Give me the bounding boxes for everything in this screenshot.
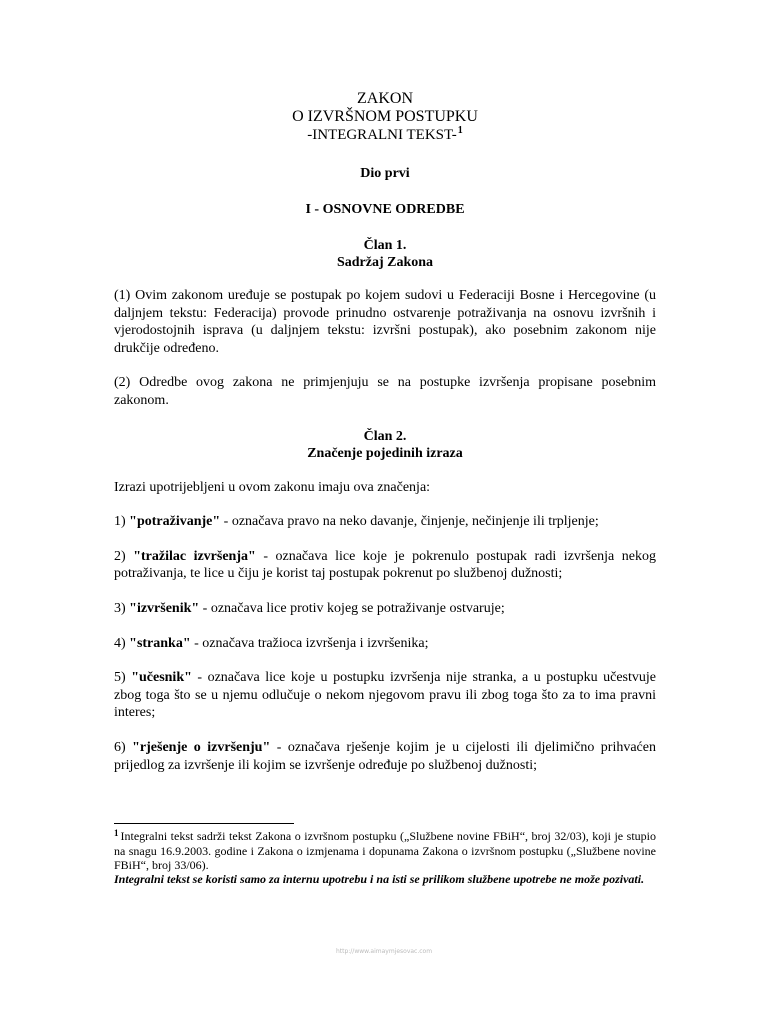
- watermark-url: http://www.aimaymjesovac.com: [335, 948, 433, 955]
- defined-term: "stranka": [129, 635, 191, 651]
- footnote-divider: [114, 823, 294, 824]
- article1-paragraph-2: (2) Odredbe ovog zakona ne primjenjuju se na postupke izvršenja propisane posebnim zakonom.: [114, 375, 656, 408]
- integral-text: -INTEGRALNI TEKST-: [307, 127, 457, 143]
- article1-paragraph-1: (1) Ovim zakonom uređuje se postupak po kojem sudovi u Federaciji Bosne i Hercegovine (u daljnjem tekstu: Federacija) provode prinudno ostvarenje potraživanja na osnovu izvršnih i vjerodostojnih isprava (u daljnjem tekstu: izvršni postupak), ako posebnim zakonom nije drukčije određeno.: [114, 288, 656, 356]
- defined-term: "izvršenik": [129, 600, 200, 616]
- list-item: 3) "izvršenik" - označava lice protiv kojeg se potraživanje ostvaruje;: [114, 600, 505, 616]
- list-item: 1) "potraživanje" - označava pravo na neko davanje, činjenje, nečinjenje ili trpljenje;: [114, 514, 599, 530]
- defined-term: "tražilac izvršenja": [133, 548, 256, 564]
- article2-title: Značenje pojedinih izraza: [307, 445, 463, 461]
- article1-number: Član 1.: [363, 238, 407, 253]
- article2-number: Član 2.: [363, 428, 407, 444]
- list-item: 6) "rješenje o izvršenju" - označava rješenje kojim je u cijelosti ili djelimično prihvaćen prijedlog za izvršenje ili kojim se izvršenje određuje po službenoj dužnosti;: [114, 739, 656, 773]
- article2-intro: Izrazi upotrijebljeni u ovom zakonu imaju ova značenja:: [114, 479, 431, 495]
- footnote-text: Integralni tekst sadrži tekst Zakona o izvršnom postupku („Službene novine FBiH“, broj 32/03), koji je stupio na snagu 16.9.2003. godine i Zakona o izmjenama i dopunama Zakona o izvršnom postupku („Službene novine FBiH“, broj 33/06).: [114, 829, 656, 872]
- footnote-note: Integralni tekst se koristi samo za internu upotrebu i na isti se prilikom službene upotrebe ne može pozivati.: [114, 872, 645, 886]
- footnote-reference[interactable]: 1: [457, 125, 463, 136]
- defined-term: "učesnik": [131, 670, 192, 686]
- list-item: 2) "tražilac izvršenja" - označava lice koje je pokrenulo postupak radi izvršenja nekog potraživanja, te lice u čiju je korist taj postupak pokrenut po službenoj dužnosti;: [114, 548, 657, 582]
- law-title: ZAKON: [357, 90, 413, 107]
- list-item: 4) "stranka" - označava tražioca izvršenja i izvršenika;: [114, 635, 429, 651]
- article1-title: Sadržaj Zakona: [336, 255, 434, 270]
- footnote: [114, 829, 656, 886]
- defined-term: "rješenje o izvršenju": [132, 739, 271, 755]
- definitions-list: [114, 496, 656, 774]
- list-item: 5) "učesnik" - označava lice koje u postupku izvršenja nije stranka, a u postupku učestvuje zbog toga što se u njemu odlučuje o nekom njegovom pravu ili zbog toga što za to ima pravni interes;: [114, 670, 656, 721]
- integral-text-label: [114, 126, 656, 146]
- defined-term: "potraživanje": [129, 514, 221, 530]
- chapter-heading: I - OSNOVNE ODREDBE: [305, 202, 465, 217]
- law-subtitle: O IZVRŠNOM POSTUPKU: [292, 108, 478, 125]
- part-heading: Dio prvi: [360, 166, 410, 181]
- footnote-number: 1: [114, 828, 119, 838]
- document-body: [114, 90, 656, 774]
